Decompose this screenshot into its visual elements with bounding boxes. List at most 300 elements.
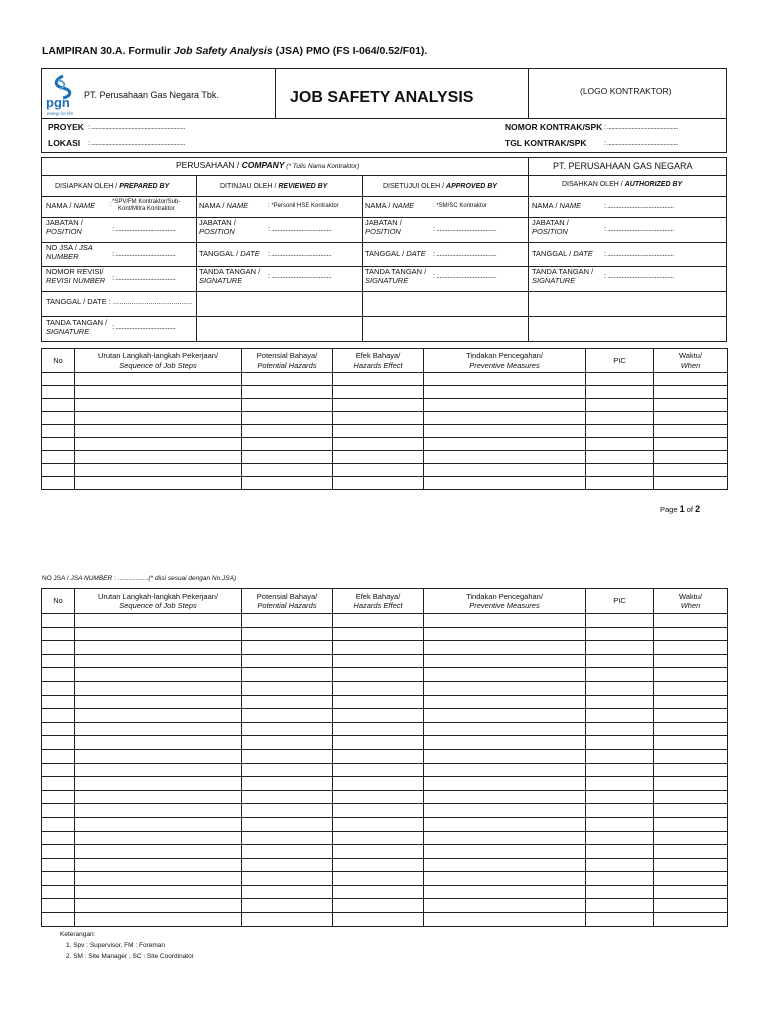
table-cell[interactable] [333, 749, 424, 763]
divider [41, 316, 727, 317]
table-cell[interactable] [424, 858, 586, 872]
table-cell[interactable] [75, 425, 242, 438]
table-cell[interactable] [654, 641, 728, 655]
table-cell[interactable] [42, 386, 75, 399]
prep-revisi-label: NOMOR REVISI/ REVISI NUMBER [46, 267, 106, 285]
pgn-logo-text: pgn [46, 95, 70, 110]
table-cell[interactable] [242, 627, 333, 641]
table-cell[interactable] [424, 464, 586, 477]
table-cell[interactable] [654, 654, 728, 668]
table-cell[interactable] [42, 749, 75, 763]
table-cell[interactable] [42, 804, 75, 818]
table-cell[interactable] [586, 736, 654, 750]
table-cell[interactable] [242, 654, 333, 668]
app-tanggal-label: TANGGAL / DATE [365, 249, 426, 258]
table-cell[interactable] [242, 399, 333, 412]
table-cell[interactable] [424, 749, 586, 763]
auth-nama-label: NAMA / NAME [532, 201, 582, 210]
table-cell[interactable] [242, 858, 333, 872]
auth-ttd-label: TANDA TANGAN / SIGNATURE [532, 267, 594, 285]
table-cell[interactable] [242, 614, 333, 628]
table-cell[interactable] [242, 777, 333, 791]
table-row [42, 777, 728, 791]
table-cell[interactable] [586, 777, 654, 791]
table-cell[interactable] [333, 736, 424, 750]
col-when: Waktu/ When [654, 589, 728, 614]
table-cell[interactable] [424, 885, 586, 899]
table-cell[interactable] [654, 722, 728, 736]
table-cell[interactable] [586, 722, 654, 736]
table-cell[interactable] [75, 817, 242, 831]
form-reference: LAMPIRAN 30.A. Formulir Job Safety Analysis (JSA) PMO (FS I-064/0.52/F01). [42, 45, 428, 57]
divider [528, 68, 529, 118]
table-cell[interactable] [75, 885, 242, 899]
table-cell[interactable] [654, 681, 728, 695]
table-cell[interactable] [42, 464, 75, 477]
table-cell[interactable] [75, 477, 242, 490]
divider [528, 157, 529, 342]
table-cell[interactable] [424, 736, 586, 750]
table-cell[interactable] [42, 641, 75, 655]
auth-tanggal-label: TANGGAL / DATE [532, 249, 593, 258]
table-cell[interactable] [586, 451, 654, 464]
table-cell[interactable] [75, 790, 242, 804]
table-cell[interactable] [424, 790, 586, 804]
table-cell[interactable] [42, 614, 75, 628]
table-cell[interactable] [75, 804, 242, 818]
table-cell[interactable] [654, 668, 728, 682]
table-cell[interactable] [242, 709, 333, 723]
table-cell[interactable] [75, 709, 242, 723]
rev-jabatan-field[interactable]: : ...................................... [268, 224, 332, 233]
table-cell[interactable] [586, 425, 654, 438]
table-cell[interactable] [333, 681, 424, 695]
table-cell[interactable] [333, 399, 424, 412]
table-cell[interactable] [242, 913, 333, 927]
table-cell[interactable] [586, 872, 654, 886]
table-row [42, 709, 728, 723]
table-cell[interactable] [242, 845, 333, 859]
table-cell[interactable] [654, 614, 728, 628]
table-cell[interactable] [42, 736, 75, 750]
table-cell[interactable] [42, 627, 75, 641]
app-ttd-label: TANDA TANGAN / SIGNATURE [365, 267, 427, 285]
table-cell[interactable] [242, 790, 333, 804]
table-cell[interactable] [333, 464, 424, 477]
table-cell[interactable] [424, 386, 586, 399]
table-cell[interactable] [654, 804, 728, 818]
table-cell[interactable] [654, 438, 728, 451]
table-cell[interactable] [586, 641, 654, 655]
table-row [42, 736, 728, 750]
table-cell[interactable] [654, 749, 728, 763]
table-cell[interactable] [654, 627, 728, 641]
table-cell[interactable] [333, 438, 424, 451]
table-cell[interactable] [242, 749, 333, 763]
table-cell[interactable] [424, 668, 586, 682]
lokasi-label: LOKASI [48, 138, 81, 148]
table-cell[interactable] [424, 681, 586, 695]
table-cell[interactable] [654, 386, 728, 399]
table-cell[interactable] [75, 668, 242, 682]
table-cell[interactable] [75, 654, 242, 668]
table-cell[interactable] [333, 872, 424, 886]
auth-tanggal-field[interactable]: : .......................................... [604, 249, 674, 258]
table-row [42, 804, 728, 818]
table-cell[interactable] [333, 373, 424, 386]
table-cell[interactable] [242, 412, 333, 425]
table-cell[interactable] [586, 373, 654, 386]
table-cell[interactable] [333, 451, 424, 464]
table-row [42, 464, 728, 477]
table-cell[interactable] [424, 451, 586, 464]
job-steps-table-page1 [41, 348, 728, 490]
table-cell[interactable] [424, 831, 586, 845]
table-cell[interactable] [242, 477, 333, 490]
table-cell[interactable] [75, 736, 242, 750]
table-cell[interactable] [42, 451, 75, 464]
table-cell[interactable] [75, 373, 242, 386]
table-cell[interactable] [424, 763, 586, 777]
table-cell[interactable] [586, 749, 654, 763]
table-cell[interactable] [42, 425, 75, 438]
table-cell[interactable] [586, 913, 654, 927]
table-cell[interactable] [586, 845, 654, 859]
table-cell[interactable] [242, 763, 333, 777]
table-cell[interactable] [586, 477, 654, 490]
col-pic: PIC [586, 349, 654, 373]
table-cell[interactable] [654, 913, 728, 927]
table-cell[interactable] [75, 831, 242, 845]
table-cell[interactable] [424, 899, 586, 913]
table-cell[interactable] [654, 885, 728, 899]
table-cell[interactable] [42, 790, 75, 804]
table-cell[interactable] [75, 872, 242, 886]
table-cell[interactable] [75, 614, 242, 628]
table-cell[interactable] [654, 899, 728, 913]
table-cell[interactable] [42, 709, 75, 723]
table-cell[interactable] [654, 412, 728, 425]
table-cell[interactable] [654, 451, 728, 464]
table-cell[interactable] [333, 695, 424, 709]
table-row [42, 913, 728, 927]
app-ttd-field[interactable]: : ...................................... [433, 271, 497, 280]
table-cell[interactable] [242, 804, 333, 818]
table-cell[interactable] [333, 831, 424, 845]
lokasi-field[interactable]: : ................................................................. [88, 140, 185, 147]
table-cell[interactable] [586, 438, 654, 451]
table-row [42, 831, 728, 845]
rev-jabatan-label: JABATAN / POSITION [199, 218, 236, 236]
table-cell[interactable] [242, 451, 333, 464]
table-cell[interactable] [424, 425, 586, 438]
table-cell[interactable] [586, 763, 654, 777]
table-row [42, 425, 728, 438]
table-cell[interactable] [586, 899, 654, 913]
table-row [42, 749, 728, 763]
table-cell[interactable] [42, 412, 75, 425]
table-cell[interactable] [242, 695, 333, 709]
table-cell[interactable] [586, 464, 654, 477]
table-cell[interactable] [654, 695, 728, 709]
table-cell[interactable] [424, 614, 586, 628]
table-cell[interactable] [586, 681, 654, 695]
table-cell[interactable] [42, 668, 75, 682]
table-cell[interactable] [242, 386, 333, 399]
col-preventive: Tindakan Pencegahan/ Preventive Measures [424, 589, 586, 614]
table-cell[interactable] [75, 451, 242, 464]
col-hazards: Potensial Bahaya/ Potential Hazards [242, 589, 333, 614]
divider [41, 291, 727, 292]
table-cell[interactable] [242, 885, 333, 899]
table-cell[interactable] [242, 817, 333, 831]
table-cell[interactable] [424, 373, 586, 386]
table-cell[interactable] [75, 412, 242, 425]
table-cell[interactable] [586, 399, 654, 412]
table-cell[interactable] [586, 831, 654, 845]
table-cell[interactable] [654, 425, 728, 438]
col-effect: Efek Bahaya/ Hazards Effect [333, 349, 424, 373]
table-cell[interactable] [42, 817, 75, 831]
table-cell[interactable] [333, 899, 424, 913]
table-cell[interactable] [242, 425, 333, 438]
keterangan-item: 2. SM : Site Manager , SC : Site Coordinator [66, 953, 194, 960]
table-cell[interactable] [424, 722, 586, 736]
document-title: JOB SAFETY ANALYSIS [290, 89, 474, 106]
rev-nama-note: : *Personil HSE Kontraktor [268, 203, 339, 209]
table-cell[interactable] [242, 668, 333, 682]
page-number: Page 1 of 2 [660, 504, 701, 514]
pgn-header: PT. PERUSAHAAN GAS NEGARA [553, 161, 693, 171]
table-cell[interactable] [424, 399, 586, 412]
table-row [42, 872, 728, 886]
table-cell[interactable] [75, 899, 242, 913]
table-cell[interactable] [42, 777, 75, 791]
table-row [42, 885, 728, 899]
col-hazards: Potensial Bahaya/ Potential Hazards [242, 349, 333, 373]
table-cell[interactable] [42, 722, 75, 736]
table-cell[interactable] [242, 872, 333, 886]
table-cell[interactable] [333, 654, 424, 668]
divider [41, 196, 727, 197]
table-cell[interactable] [424, 412, 586, 425]
table-cell[interactable] [75, 777, 242, 791]
table-row [42, 695, 728, 709]
proyek-field[interactable]: : ................................................................. [88, 124, 185, 131]
table-cell[interactable] [333, 412, 424, 425]
table-cell[interactable] [654, 790, 728, 804]
rev-tanggal-field[interactable]: : ...................................... [268, 249, 332, 258]
app-jabatan-field[interactable]: : ...................................... [433, 224, 497, 233]
table-cell[interactable] [586, 804, 654, 818]
table-cell[interactable] [75, 722, 242, 736]
table-cell[interactable] [424, 913, 586, 927]
table-cell[interactable] [654, 477, 728, 490]
divider [41, 175, 727, 176]
table-cell[interactable] [75, 681, 242, 695]
table-cell[interactable] [242, 899, 333, 913]
app-nama-note: : *SM/SC Kontraktor [433, 203, 488, 209]
table-cell[interactable] [424, 845, 586, 859]
col-preventive: Tindakan Pencegahan/ Preventive Measures [424, 349, 586, 373]
table-cell[interactable] [333, 845, 424, 859]
table-cell[interactable] [586, 614, 654, 628]
table-cell[interactable] [42, 885, 75, 899]
auth-jabatan-field[interactable]: : .......................................... [604, 224, 674, 233]
table-cell[interactable] [75, 386, 242, 399]
table-cell[interactable] [333, 790, 424, 804]
rev-ttd-field[interactable]: : ...................................... [268, 271, 332, 280]
auth-nama-field[interactable]: : .......................................... [604, 201, 674, 210]
table-cell[interactable] [424, 641, 586, 655]
table-cell[interactable] [333, 722, 424, 736]
table-cell[interactable] [75, 438, 242, 451]
table-cell[interactable] [42, 872, 75, 886]
table-cell[interactable] [242, 736, 333, 750]
jsa-number-line: NO JSA / JSA NUMBER : .................(* diisi sesuai dengan No.JSA) [42, 575, 237, 582]
table-row [42, 817, 728, 831]
table-cell[interactable] [42, 845, 75, 859]
table-cell[interactable] [586, 858, 654, 872]
table-cell[interactable] [42, 477, 75, 490]
app-tanggal-field[interactable]: : ...................................... [433, 249, 497, 258]
table-cell[interactable] [586, 386, 654, 399]
table-row [42, 614, 728, 628]
prep-ttd-field[interactable]: : ...................................... [112, 322, 176, 331]
table-cell[interactable] [333, 858, 424, 872]
table-cell[interactable] [654, 399, 728, 412]
table-cell[interactable] [586, 412, 654, 425]
table-cell[interactable] [42, 438, 75, 451]
table-row [42, 722, 728, 736]
table-cell[interactable] [333, 386, 424, 399]
col-effect: Efek Bahaya/ Hazards Effect [333, 589, 424, 614]
table-cell[interactable] [654, 872, 728, 886]
table-cell[interactable] [42, 654, 75, 668]
table-cell[interactable] [586, 695, 654, 709]
table-cell[interactable] [42, 899, 75, 913]
table-cell[interactable] [75, 399, 242, 412]
table-cell[interactable] [75, 641, 242, 655]
table-cell[interactable] [654, 845, 728, 859]
table-cell[interactable] [42, 695, 75, 709]
tgl-kontrak-field[interactable]: : ................................................. [604, 140, 678, 147]
table-row [42, 668, 728, 682]
table-cell[interactable] [424, 654, 586, 668]
table-row [42, 477, 728, 490]
table-cell[interactable] [333, 763, 424, 777]
table-row [42, 899, 728, 913]
table-cell[interactable] [242, 438, 333, 451]
table-cell[interactable] [424, 627, 586, 641]
table-cell[interactable] [654, 763, 728, 777]
auth-ttd-field[interactable]: : .......................................... [604, 271, 674, 280]
table-cell[interactable] [586, 627, 654, 641]
table-cell[interactable] [42, 399, 75, 412]
table-row [42, 412, 728, 425]
table-cell[interactable] [242, 831, 333, 845]
table-cell[interactable] [333, 885, 424, 899]
table-cell[interactable] [333, 709, 424, 723]
company-header: PERUSAHAAN / COMPANY (* Tulis Nama Kontraktor) [176, 160, 360, 170]
table-cell[interactable] [42, 681, 75, 695]
table-cell[interactable] [42, 913, 75, 927]
table-cell[interactable] [586, 885, 654, 899]
prep-revisi-field[interactable]: : ...................................... [112, 273, 176, 282]
table-cell[interactable] [333, 641, 424, 655]
table-cell[interactable] [242, 641, 333, 655]
table-cell[interactable] [333, 817, 424, 831]
table-cell[interactable] [424, 777, 586, 791]
table-cell[interactable] [42, 858, 75, 872]
table-cell[interactable] [242, 373, 333, 386]
auth-jabatan-label: JABATAN / POSITION [532, 218, 569, 236]
table-cell[interactable] [333, 668, 424, 682]
divider [362, 175, 363, 342]
table-cell[interactable] [242, 722, 333, 736]
table-cell[interactable] [75, 627, 242, 641]
prep-tanggal-field[interactable]: TANGGAL / DATE : ...................................... [46, 297, 193, 306]
table-cell[interactable] [75, 695, 242, 709]
table-cell[interactable] [75, 749, 242, 763]
table-cell[interactable] [586, 790, 654, 804]
table-cell[interactable] [75, 763, 242, 777]
table-cell[interactable] [654, 373, 728, 386]
table-cell[interactable] [242, 681, 333, 695]
table-cell[interactable] [424, 695, 586, 709]
kontrak-field[interactable]: : ................................................. [604, 124, 678, 131]
table-cell[interactable] [654, 858, 728, 872]
table-cell[interactable] [586, 709, 654, 723]
rev-nama-label: NAMA / NAME [199, 201, 249, 210]
table-cell[interactable] [75, 464, 242, 477]
table-cell[interactable] [333, 425, 424, 438]
table-cell[interactable] [654, 817, 728, 831]
table-cell[interactable] [586, 817, 654, 831]
table-cell[interactable] [654, 464, 728, 477]
table-cell[interactable] [586, 668, 654, 682]
prep-jabatan-field[interactable]: : ...................................... [112, 224, 176, 233]
table-cell[interactable] [654, 777, 728, 791]
table-cell[interactable] [654, 736, 728, 750]
table-cell[interactable] [42, 763, 75, 777]
table-cell[interactable] [424, 817, 586, 831]
table-cell[interactable] [424, 477, 586, 490]
table-cell[interactable] [333, 913, 424, 927]
table-cell[interactable] [424, 804, 586, 818]
table-cell[interactable] [654, 831, 728, 845]
table-cell[interactable] [75, 913, 242, 927]
table-cell[interactable] [333, 477, 424, 490]
table-cell[interactable] [654, 709, 728, 723]
table-cell[interactable] [586, 654, 654, 668]
table-cell[interactable] [333, 804, 424, 818]
table-cell[interactable] [424, 438, 586, 451]
table-cell[interactable] [424, 872, 586, 886]
reviewed-by-header: DITINJAU OLEH / REVIEWED BY [220, 183, 328, 190]
table-cell[interactable] [75, 858, 242, 872]
table-cell[interactable] [333, 627, 424, 641]
table-cell[interactable] [42, 831, 75, 845]
table-cell[interactable] [75, 845, 242, 859]
table-cell[interactable] [242, 464, 333, 477]
prep-ttd-label: TANDA TANGAN / SIGNATURE [46, 318, 108, 336]
table-cell[interactable] [424, 709, 586, 723]
table-cell[interactable] [42, 373, 75, 386]
table-cell[interactable] [333, 614, 424, 628]
prep-nojsa-field[interactable]: : ...................................... [112, 249, 176, 258]
table-cell[interactable] [333, 777, 424, 791]
